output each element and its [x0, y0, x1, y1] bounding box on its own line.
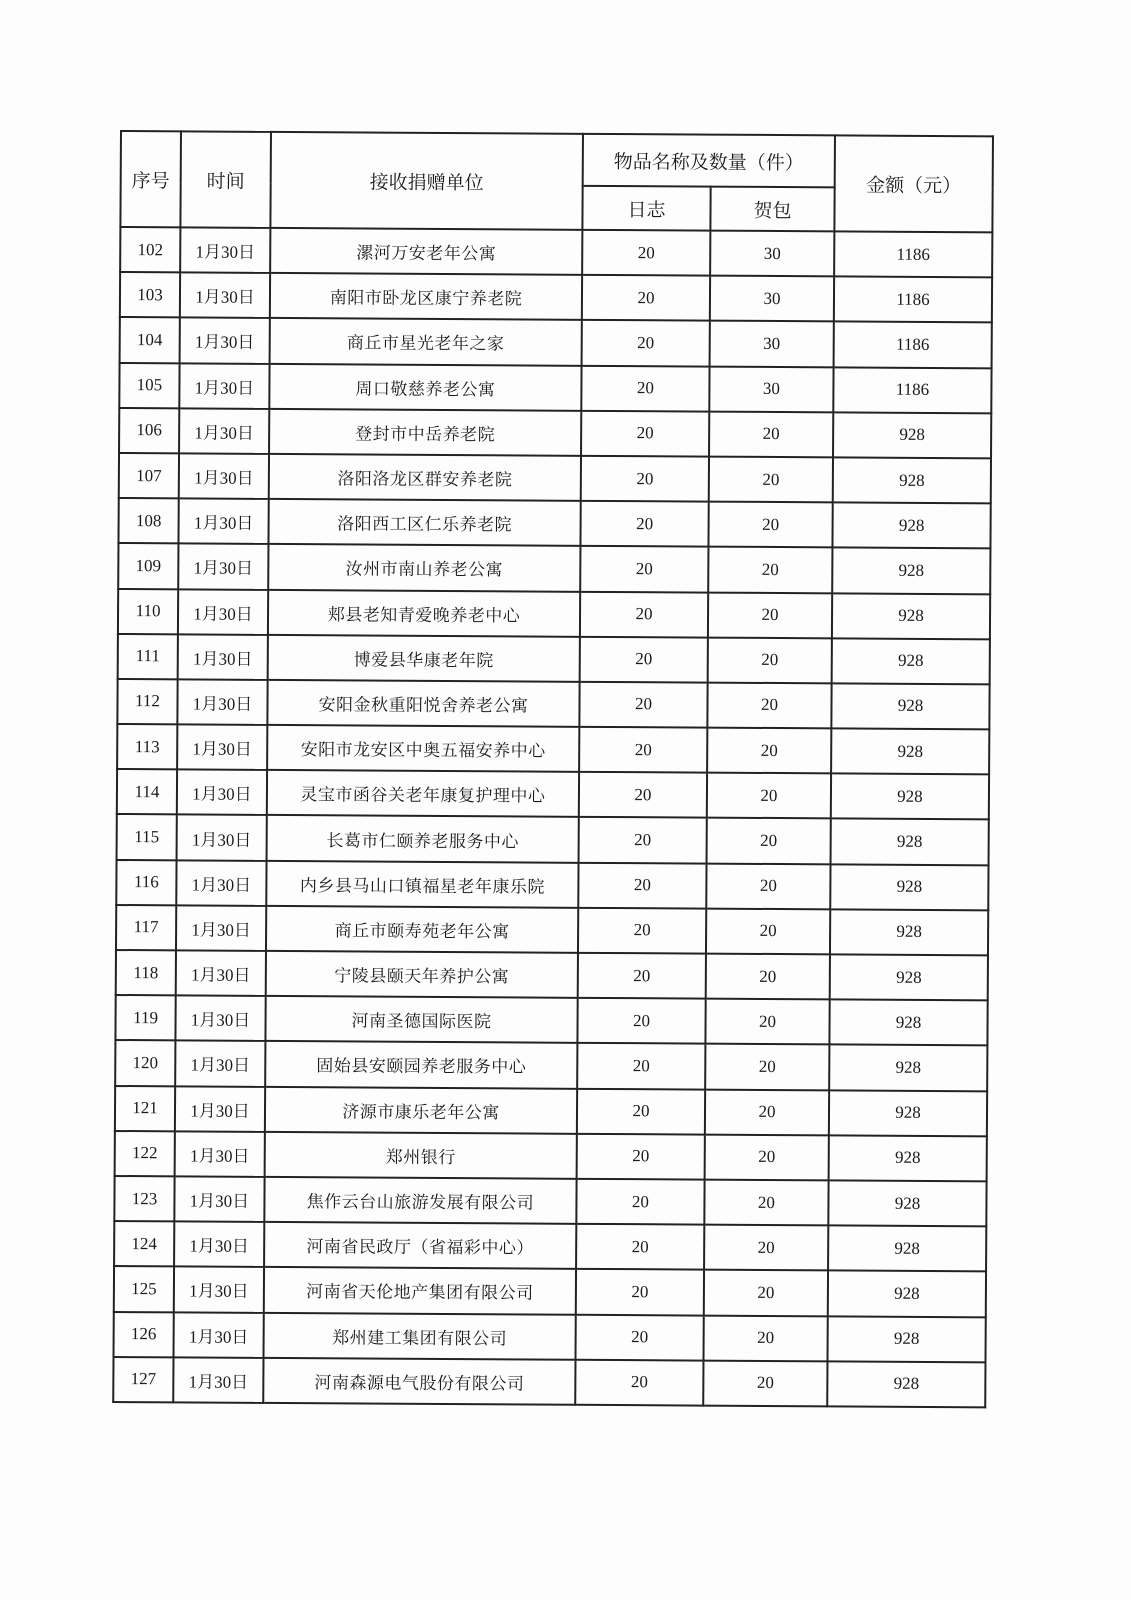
- table-row: [114, 1221, 986, 1272]
- table-row: [116, 860, 988, 911]
- donation-table: [112, 130, 994, 1408]
- row-unit-cell: 河南森源电气股份有限公司: [263, 1358, 575, 1405]
- row-amount-cell: 928: [828, 1225, 986, 1271]
- row-gift-count-cell: 20: [704, 1270, 828, 1316]
- row-unit-cell: 焦作云台山旅游发展有限公司: [264, 1177, 576, 1224]
- table-row: [119, 453, 991, 504]
- row-unit-cell: 博爱县华康老年院: [268, 635, 580, 682]
- row-seq-cell: 109: [118, 543, 178, 589]
- row-amount-cell: 928: [829, 1045, 987, 1091]
- table-row: [118, 588, 990, 639]
- row-unit-cell: 郏县老知青爱晚养老中心: [268, 589, 580, 636]
- row-seq-cell: 110: [118, 588, 178, 634]
- table-row: [114, 1176, 986, 1227]
- table-row: [119, 408, 991, 459]
- row-unit-cell: 周口敬慈养老公寓: [269, 363, 581, 410]
- row-unit-cell: 济源市康乐老年公寓: [265, 1086, 577, 1133]
- row-amount-cell: 928: [831, 728, 989, 774]
- row-gift-count-cell: 20: [707, 728, 831, 774]
- row-diary-count-cell: 20: [576, 1179, 704, 1225]
- row-seq-cell: 107: [119, 453, 179, 499]
- row-unit-cell: 河南省民政厅（省福彩中心）: [264, 1222, 576, 1269]
- row-diary-count-cell: 20: [578, 908, 706, 954]
- row-gift-count-cell: 30: [710, 231, 834, 277]
- row-time-cell: 1月30日: [179, 363, 269, 409]
- row-seq-cell: 120: [115, 1040, 175, 1086]
- row-diary-count-cell: 20: [582, 275, 710, 321]
- row-seq-cell: 112: [117, 679, 177, 725]
- row-time-cell: 1月30日: [174, 1176, 264, 1222]
- row-unit-cell: 固始县安颐园养老服务中心: [265, 1041, 577, 1088]
- row-time-cell: 1月30日: [177, 679, 267, 725]
- table-row: [120, 317, 992, 368]
- row-gift-count-cell: 20: [705, 1134, 829, 1180]
- row-unit-cell: 安阳金秋重阳悦舍养老公寓: [267, 680, 579, 727]
- row-diary-count-cell: 20: [578, 862, 706, 908]
- row-diary-count-cell: 20: [577, 998, 705, 1044]
- row-seq-cell: 103: [120, 272, 180, 318]
- row-diary-count-cell: 20: [577, 1088, 705, 1134]
- row-time-cell: 1月30日: [177, 815, 267, 861]
- table-row: [115, 995, 987, 1046]
- table-row: [115, 1131, 987, 1182]
- row-unit-cell: 郑州银行: [265, 1132, 577, 1179]
- table-row: [113, 1357, 985, 1408]
- row-gift-count-cell: 20: [706, 908, 830, 954]
- row-amount-cell: 928: [830, 909, 988, 955]
- row-time-cell: 1月30日: [174, 1312, 264, 1358]
- row-time-cell: 1月30日: [178, 498, 268, 544]
- row-time-cell: 1月30日: [180, 273, 270, 319]
- row-gift-count-cell: 20: [706, 954, 830, 1000]
- row-seq-cell: 104: [120, 317, 180, 363]
- row-amount-cell: 928: [831, 819, 989, 865]
- row-unit-cell: 汝州市南山养老公寓: [268, 544, 580, 591]
- row-amount-cell: 928: [829, 1000, 987, 1046]
- row-gift-count-cell: 20: [709, 411, 833, 457]
- row-time-cell: 1月30日: [175, 1086, 265, 1132]
- row-diary-count-cell: 20: [579, 682, 707, 728]
- header-item-gift: 贺包: [710, 187, 834, 232]
- row-unit-cell: 宁陵县颐天年养护公寓: [266, 951, 578, 998]
- table-row: [120, 272, 992, 323]
- row-diary-count-cell: 20: [575, 1359, 703, 1405]
- row-diary-count-cell: 20: [581, 411, 709, 457]
- row-diary-count-cell: 20: [577, 1134, 705, 1180]
- row-time-cell: 1月30日: [175, 1131, 265, 1177]
- table-row: [114, 1311, 986, 1362]
- row-gift-count-cell: 20: [708, 547, 832, 593]
- row-diary-count-cell: 20: [581, 456, 709, 502]
- row-amount-cell: 928: [832, 638, 990, 684]
- row-seq-cell: 114: [117, 769, 177, 815]
- row-gift-count-cell: 20: [705, 1044, 829, 1090]
- row-time-cell: 1月30日: [178, 634, 268, 680]
- header-amount: 金额（元）: [834, 135, 993, 232]
- row-amount-cell: 928: [829, 1090, 987, 1136]
- row-diary-count-cell: 20: [578, 953, 706, 999]
- row-amount-cell: 928: [833, 457, 991, 503]
- row-amount-cell: 928: [833, 412, 991, 458]
- row-unit-cell: 灵宝市函谷关老年康复护理中心: [267, 770, 579, 817]
- row-seq-cell: 108: [118, 498, 178, 544]
- row-seq-cell: 123: [114, 1176, 174, 1222]
- header-time: 时间: [180, 131, 271, 228]
- row-gift-count-cell: 20: [708, 502, 832, 548]
- table-row: [118, 498, 990, 549]
- row-gift-count-cell: 20: [707, 818, 831, 864]
- row-unit-cell: 安阳市龙安区中奥五福安养中心: [267, 725, 579, 772]
- table-row: [114, 1266, 986, 1317]
- row-gift-count-cell: 20: [706, 863, 830, 909]
- row-amount-cell: 1186: [834, 231, 992, 277]
- row-time-cell: 1月30日: [177, 770, 267, 816]
- row-time-cell: 1月30日: [174, 1221, 264, 1267]
- row-time-cell: 1月30日: [176, 950, 266, 996]
- row-time-cell: 1月30日: [176, 905, 266, 951]
- row-unit-cell: 洛阳洛龙区群安养老院: [269, 454, 581, 501]
- row-seq-cell: 127: [113, 1357, 173, 1403]
- row-amount-cell: 928: [831, 774, 989, 820]
- row-amount-cell: 928: [828, 1271, 986, 1317]
- row-gift-count-cell: 20: [707, 682, 831, 728]
- row-time-cell: 1月30日: [180, 227, 270, 273]
- row-gift-count-cell: 20: [703, 1315, 827, 1361]
- row-gift-count-cell: 20: [704, 1180, 828, 1226]
- table-row: [116, 950, 988, 1001]
- row-diary-count-cell: 20: [576, 1224, 704, 1270]
- table-row: [117, 724, 989, 775]
- row-unit-cell: 河南省天伦地产集团有限公司: [264, 1267, 576, 1314]
- row-amount-cell: 928: [832, 593, 990, 639]
- row-amount-cell: 928: [828, 1316, 986, 1362]
- row-diary-count-cell: 20: [577, 1043, 705, 1089]
- row-gift-count-cell: 30: [709, 366, 833, 412]
- row-unit-cell: 河南圣德国际医院: [265, 996, 577, 1043]
- table-row: [115, 1040, 987, 1091]
- header-unit: 接收捐赠单位: [270, 132, 583, 230]
- row-diary-count-cell: 20: [582, 320, 710, 366]
- row-amount-cell: 928: [832, 548, 990, 594]
- table-row: [118, 543, 990, 594]
- row-amount-cell: 928: [828, 1180, 986, 1226]
- row-unit-cell: 南阳市卧龙区康宁养老院: [270, 273, 582, 320]
- row-seq-cell: 111: [118, 634, 178, 680]
- row-amount-cell: 928: [830, 954, 988, 1000]
- row-diary-count-cell: 20: [580, 546, 708, 592]
- row-time-cell: 1月30日: [178, 589, 268, 635]
- table-row: [116, 905, 988, 956]
- header-items-group: 物品名称及数量（件）: [583, 134, 835, 188]
- row-diary-count-cell: 20: [576, 1269, 704, 1315]
- row-diary-count-cell: 20: [579, 817, 707, 863]
- row-gift-count-cell: 20: [705, 1089, 829, 1135]
- table-row: [119, 363, 991, 414]
- row-time-cell: 1月30日: [179, 408, 269, 454]
- row-time-cell: 1月30日: [173, 1357, 263, 1403]
- row-gift-count-cell: 30: [710, 321, 834, 367]
- table-header-row: [121, 131, 993, 188]
- table-body: [113, 227, 992, 1407]
- table-row: [117, 769, 989, 820]
- row-diary-count-cell: 20: [581, 365, 709, 411]
- row-seq-cell: 113: [117, 724, 177, 770]
- row-time-cell: 1月30日: [177, 724, 267, 770]
- row-seq-cell: 121: [115, 1086, 175, 1132]
- row-unit-cell: 商丘市星光老年之家: [270, 318, 582, 365]
- row-seq-cell: 119: [115, 995, 175, 1041]
- row-diary-count-cell: 20: [579, 727, 707, 773]
- row-diary-count-cell: 20: [580, 591, 708, 637]
- row-amount-cell: 928: [831, 683, 989, 729]
- row-seq-cell: 106: [119, 408, 179, 454]
- row-gift-count-cell: 20: [703, 1360, 827, 1406]
- header-item-diary: 日志: [582, 186, 710, 231]
- row-unit-cell: 内乡县马山口镇福星老年康乐院: [266, 861, 578, 908]
- row-gift-count-cell: 20: [708, 592, 832, 638]
- row-gift-count-cell: 20: [705, 999, 829, 1045]
- row-seq-cell: 102: [120, 227, 180, 273]
- row-unit-cell: 漯河万安老年公寓: [270, 228, 582, 275]
- row-amount-cell: 928: [830, 864, 988, 910]
- row-unit-cell: 登封市中岳养老院: [269, 409, 581, 456]
- table-row: [117, 679, 989, 730]
- row-seq-cell: 125: [114, 1266, 174, 1312]
- table-row: [118, 634, 990, 685]
- row-gift-count-cell: 20: [707, 773, 831, 819]
- row-time-cell: 1月30日: [178, 544, 268, 590]
- row-amount-cell: 1186: [833, 367, 991, 413]
- row-time-cell: 1月30日: [175, 1041, 265, 1087]
- row-seq-cell: 124: [114, 1221, 174, 1267]
- row-time-cell: 1月30日: [174, 1267, 264, 1313]
- row-seq-cell: 122: [115, 1131, 175, 1177]
- row-seq-cell: 126: [114, 1311, 174, 1357]
- table-row: [120, 227, 992, 278]
- row-seq-cell: 118: [116, 950, 176, 996]
- row-diary-count-cell: 20: [575, 1314, 703, 1360]
- row-amount-cell: 928: [827, 1361, 985, 1407]
- row-seq-cell: 115: [117, 814, 177, 860]
- row-seq-cell: 116: [116, 860, 176, 906]
- row-time-cell: 1月30日: [180, 318, 270, 364]
- row-amount-cell: 1186: [834, 277, 992, 323]
- row-diary-count-cell: 20: [579, 772, 707, 818]
- row-gift-count-cell: 30: [710, 276, 834, 322]
- row-amount-cell: 1186: [834, 322, 992, 368]
- table-row: [115, 1086, 987, 1137]
- row-unit-cell: 洛阳西工区仁乐养老院: [268, 499, 580, 546]
- row-gift-count-cell: 20: [708, 637, 832, 683]
- row-diary-count-cell: 20: [580, 501, 708, 547]
- row-diary-count-cell: 20: [580, 637, 708, 683]
- row-time-cell: 1月30日: [176, 860, 266, 906]
- row-amount-cell: 928: [829, 1135, 987, 1181]
- row-time-cell: 1月30日: [175, 996, 265, 1042]
- row-unit-cell: 郑州建工集团有限公司: [264, 1312, 576, 1359]
- row-amount-cell: 928: [832, 502, 990, 548]
- table-row: [117, 814, 989, 865]
- row-seq-cell: 105: [119, 363, 179, 409]
- row-gift-count-cell: 20: [704, 1225, 828, 1271]
- row-gift-count-cell: 20: [709, 457, 833, 503]
- row-unit-cell: 商丘市颐寿苑老年公寓: [266, 906, 578, 953]
- row-seq-cell: 117: [116, 905, 176, 951]
- header-seq: 序号: [120, 131, 181, 227]
- row-unit-cell: 长葛市仁颐养老服务中心: [267, 815, 579, 862]
- row-time-cell: 1月30日: [179, 453, 269, 499]
- row-diary-count-cell: 20: [582, 230, 710, 276]
